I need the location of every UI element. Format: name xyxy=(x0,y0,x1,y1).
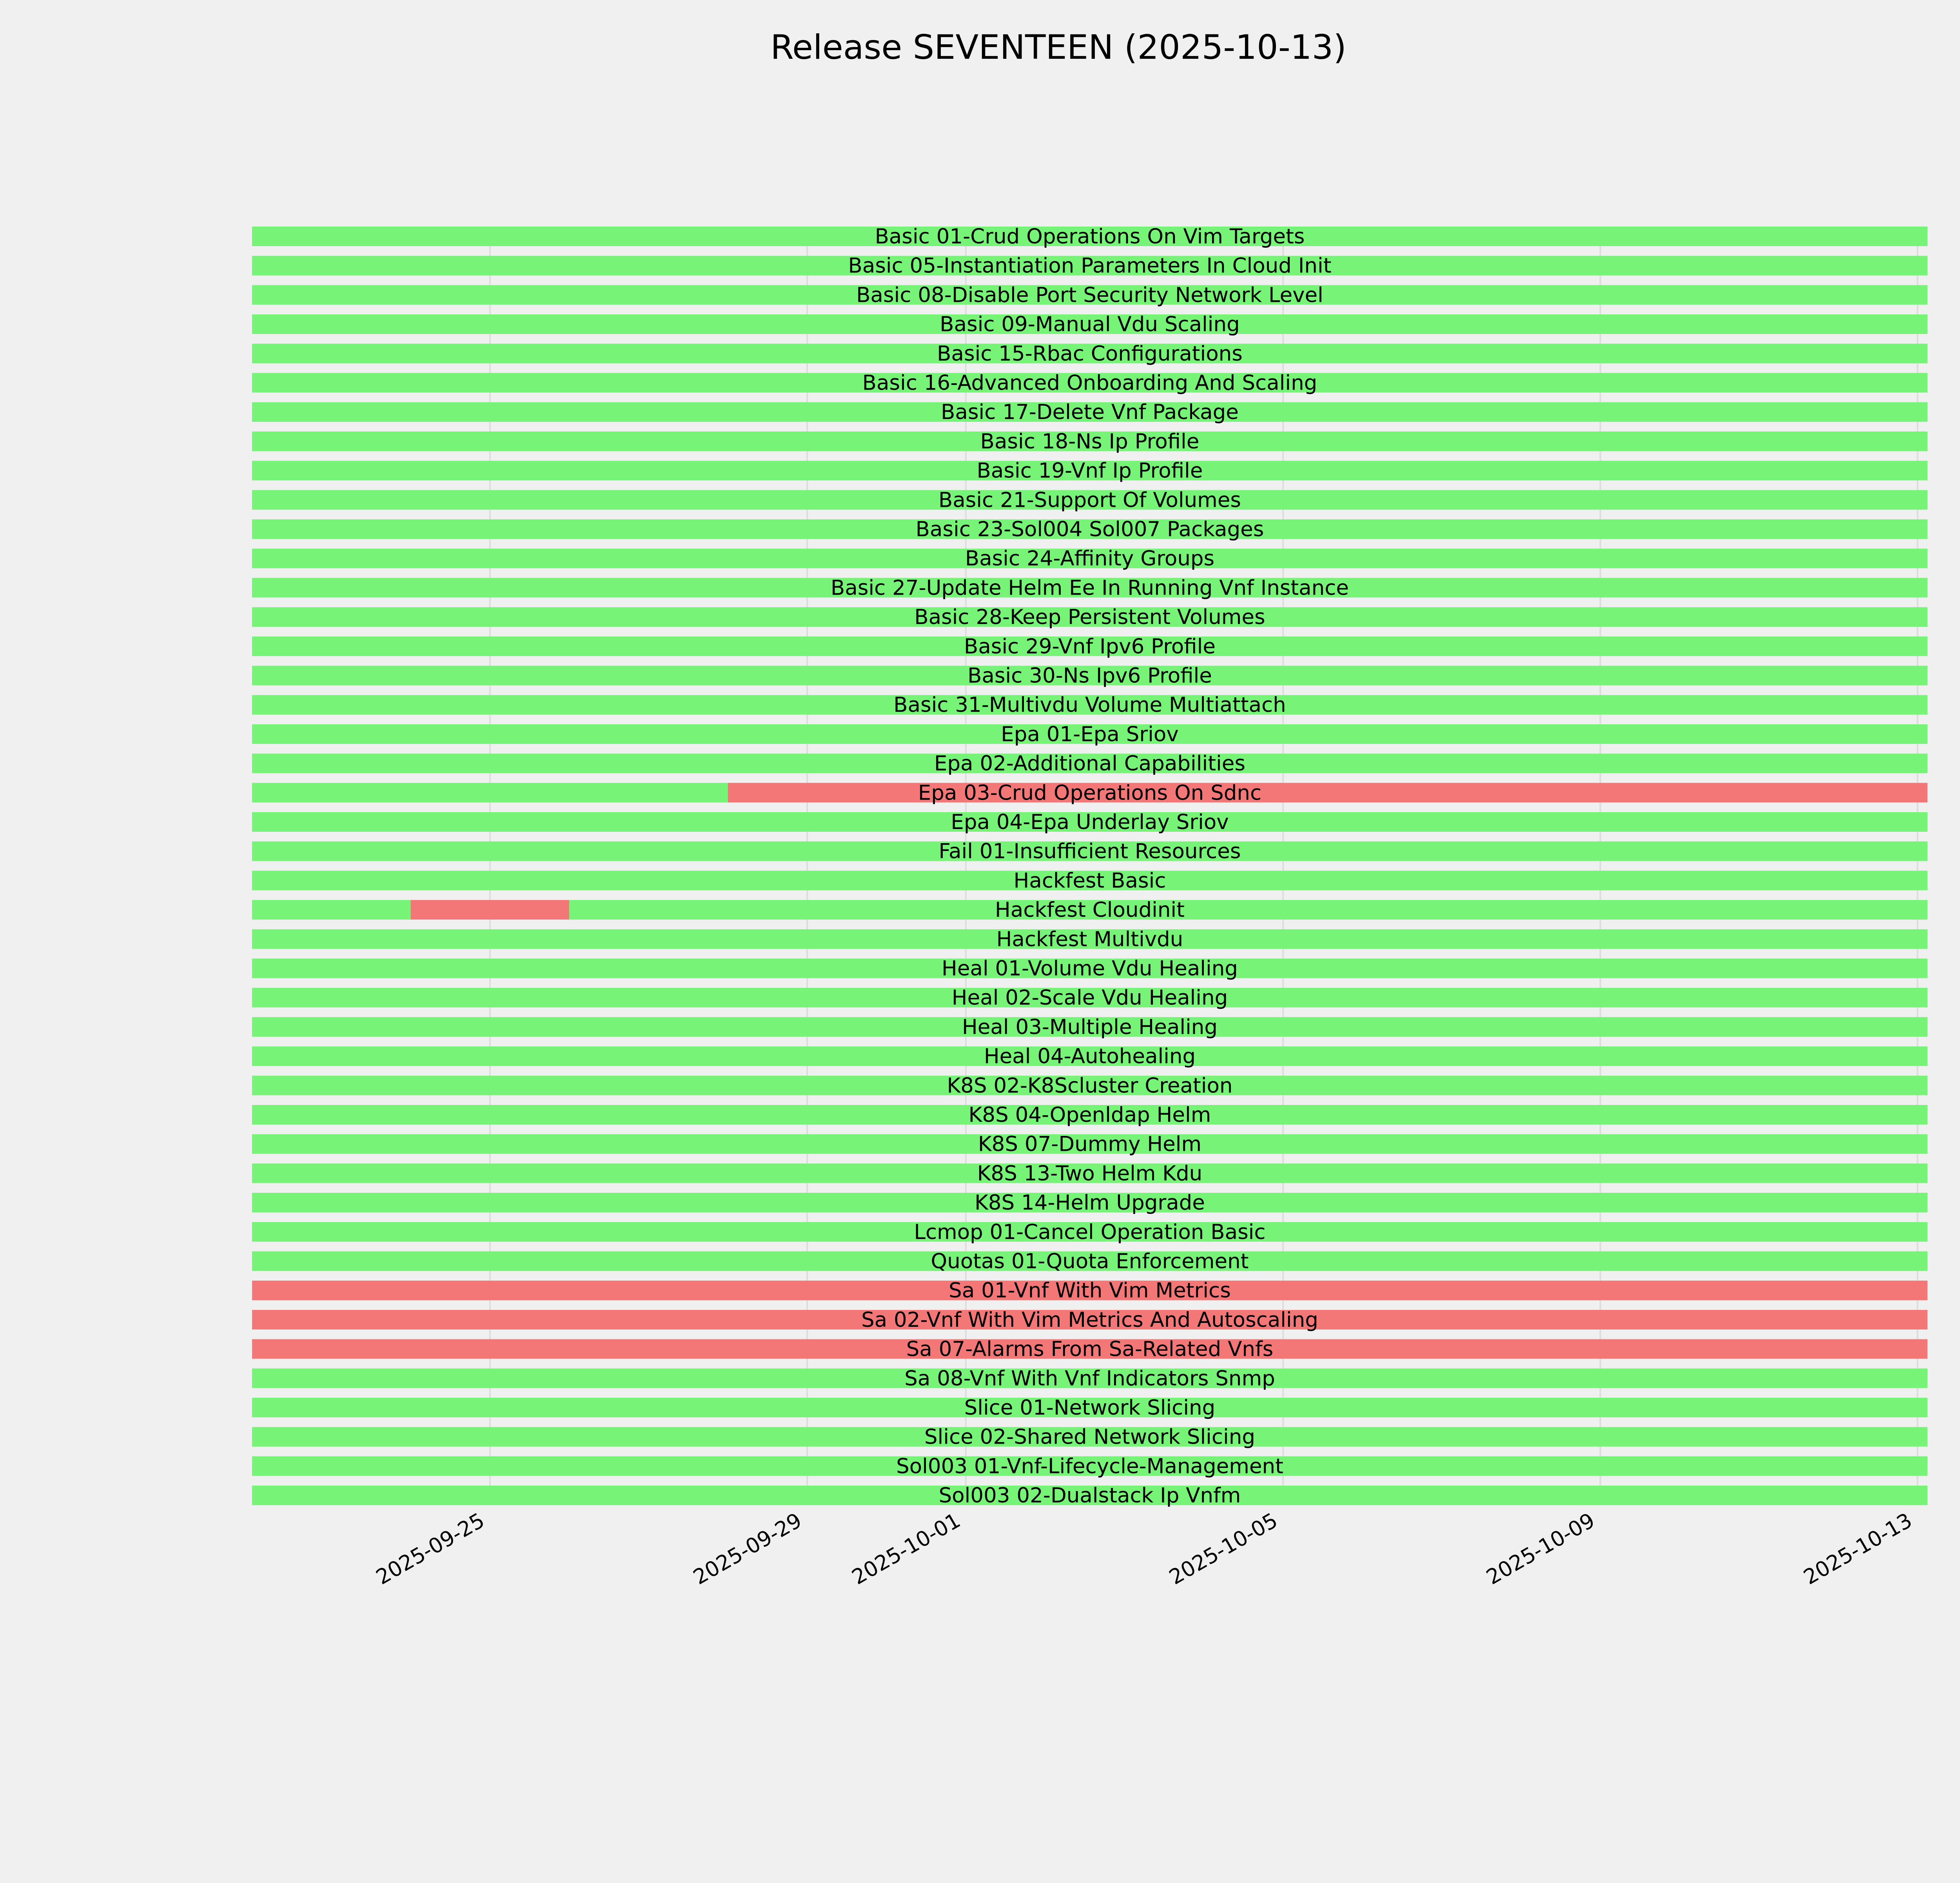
row-label: Basic 21-Support Of Volumes xyxy=(938,488,1241,512)
row-label: Epa 02-Additional Capabilities xyxy=(934,751,1245,776)
row-label: Basic 16-Advanced Onboarding And Scaling xyxy=(862,371,1318,395)
row-label: K8S 02-K8Scluster Creation xyxy=(947,1074,1233,1098)
row-label: Sol003 02-Dualstack Ip Vnfm xyxy=(938,1484,1241,1508)
row-label: Basic 05-Instantiation Parameters In Cloud Init xyxy=(848,254,1332,278)
bar-segment-pass xyxy=(569,900,1927,920)
row-label: Epa 01-Epa Sriov xyxy=(1001,722,1179,746)
row-label: Sol003 01-Vnf-Lifecycle-Management xyxy=(896,1454,1283,1478)
row-label: Basic 27-Update Helm Ee In Running Vnf Instance xyxy=(831,576,1349,600)
x-tick-label: 2025-09-29 xyxy=(689,1508,806,1590)
row-label: Heal 02-Scale Vdu Healing xyxy=(951,986,1228,1010)
row-label: Basic 17-Delete Vnf Package xyxy=(941,400,1239,424)
row-label: Slice 02-Shared Network Slicing xyxy=(924,1425,1256,1449)
row-label: Basic 08-Disable Port Security Network Level xyxy=(856,283,1323,307)
row-label: Sa 08-Vnf With Vnf Indicators Snmp xyxy=(904,1366,1275,1391)
row-label: Fail 01-Insufficient Resources xyxy=(938,839,1241,863)
row-label: Lcmop 01-Cancel Operation Basic xyxy=(914,1220,1266,1244)
row-label: Basic 15-Rbac Configurations xyxy=(937,341,1243,366)
bar-segment-fail xyxy=(411,900,570,920)
row-label: Quotas 01-Quota Enforcement xyxy=(931,1249,1249,1273)
x-tick-label: 2025-10-05 xyxy=(1165,1508,1282,1590)
row-label: Basic 09-Manual Vdu Scaling xyxy=(940,312,1240,337)
row-label: Hackfest Basic xyxy=(1013,869,1166,893)
row-label: K8S 13-Two Helm Kdu xyxy=(977,1161,1203,1186)
chart-title: Release SEVENTEEN (2025-10-13) xyxy=(770,28,1347,67)
row-label: Sa 02-Vnf With Vim Metrics And Autoscaling xyxy=(861,1308,1318,1332)
bar-segment-pass xyxy=(252,900,411,920)
row-label: K8S 14-Helm Upgrade xyxy=(975,1191,1205,1215)
x-tick-label: 2025-10-13 xyxy=(1799,1508,1916,1590)
row-label: Sa 07-Alarms From Sa-Related Vnfs xyxy=(906,1337,1274,1361)
x-tick-label: 2025-10-09 xyxy=(1482,1508,1599,1590)
bar-segment-pass xyxy=(252,783,728,802)
row-label: Basic 31-Multivdu Volume Multiattach xyxy=(893,693,1286,717)
row-label: Slice 01-Network Slicing xyxy=(964,1396,1216,1420)
row-label: Basic 18-Ns Ip Profile xyxy=(980,429,1200,454)
row-label: K8S 04-Openldap Helm xyxy=(968,1103,1211,1127)
row-label: Basic 01-Crud Operations On Vim Targets xyxy=(875,225,1305,249)
row-label: Heal 04-Autohealing xyxy=(984,1044,1196,1068)
row-label: Basic 23-Sol004 Sol007 Packages xyxy=(915,517,1264,541)
row-label: K8S 07-Dummy Helm xyxy=(978,1132,1202,1156)
row-label: Basic 19-Vnf Ip Profile xyxy=(976,459,1203,483)
row-label: Basic 28-Keep Persistent Volumes xyxy=(914,605,1265,629)
x-tick-label: 2025-09-25 xyxy=(372,1508,489,1590)
row-label: Sa 01-Vnf With Vim Metrics xyxy=(949,1279,1231,1303)
row-label: Heal 01-Volume Vdu Healing xyxy=(942,956,1238,981)
row-label: Heal 03-Multiple Healing xyxy=(962,1015,1218,1039)
bar-segment-fail xyxy=(728,783,1927,802)
row-label: Basic 29-Vnf Ipv6 Profile xyxy=(964,634,1216,659)
row-label: Basic 24-Affinity Groups xyxy=(965,546,1215,571)
row-label: Hackfest Multivdu xyxy=(996,927,1183,951)
row-label: Hackfest Cloudinit xyxy=(995,898,1185,922)
row-label: Basic 30-Ns Ipv6 Profile xyxy=(967,664,1212,688)
row-label: Epa 04-Epa Underlay Sriov xyxy=(951,810,1229,834)
x-tick-label: 2025-10-01 xyxy=(848,1508,965,1590)
row-label: Epa 03-Crud Operations On Sdnc xyxy=(918,781,1262,805)
